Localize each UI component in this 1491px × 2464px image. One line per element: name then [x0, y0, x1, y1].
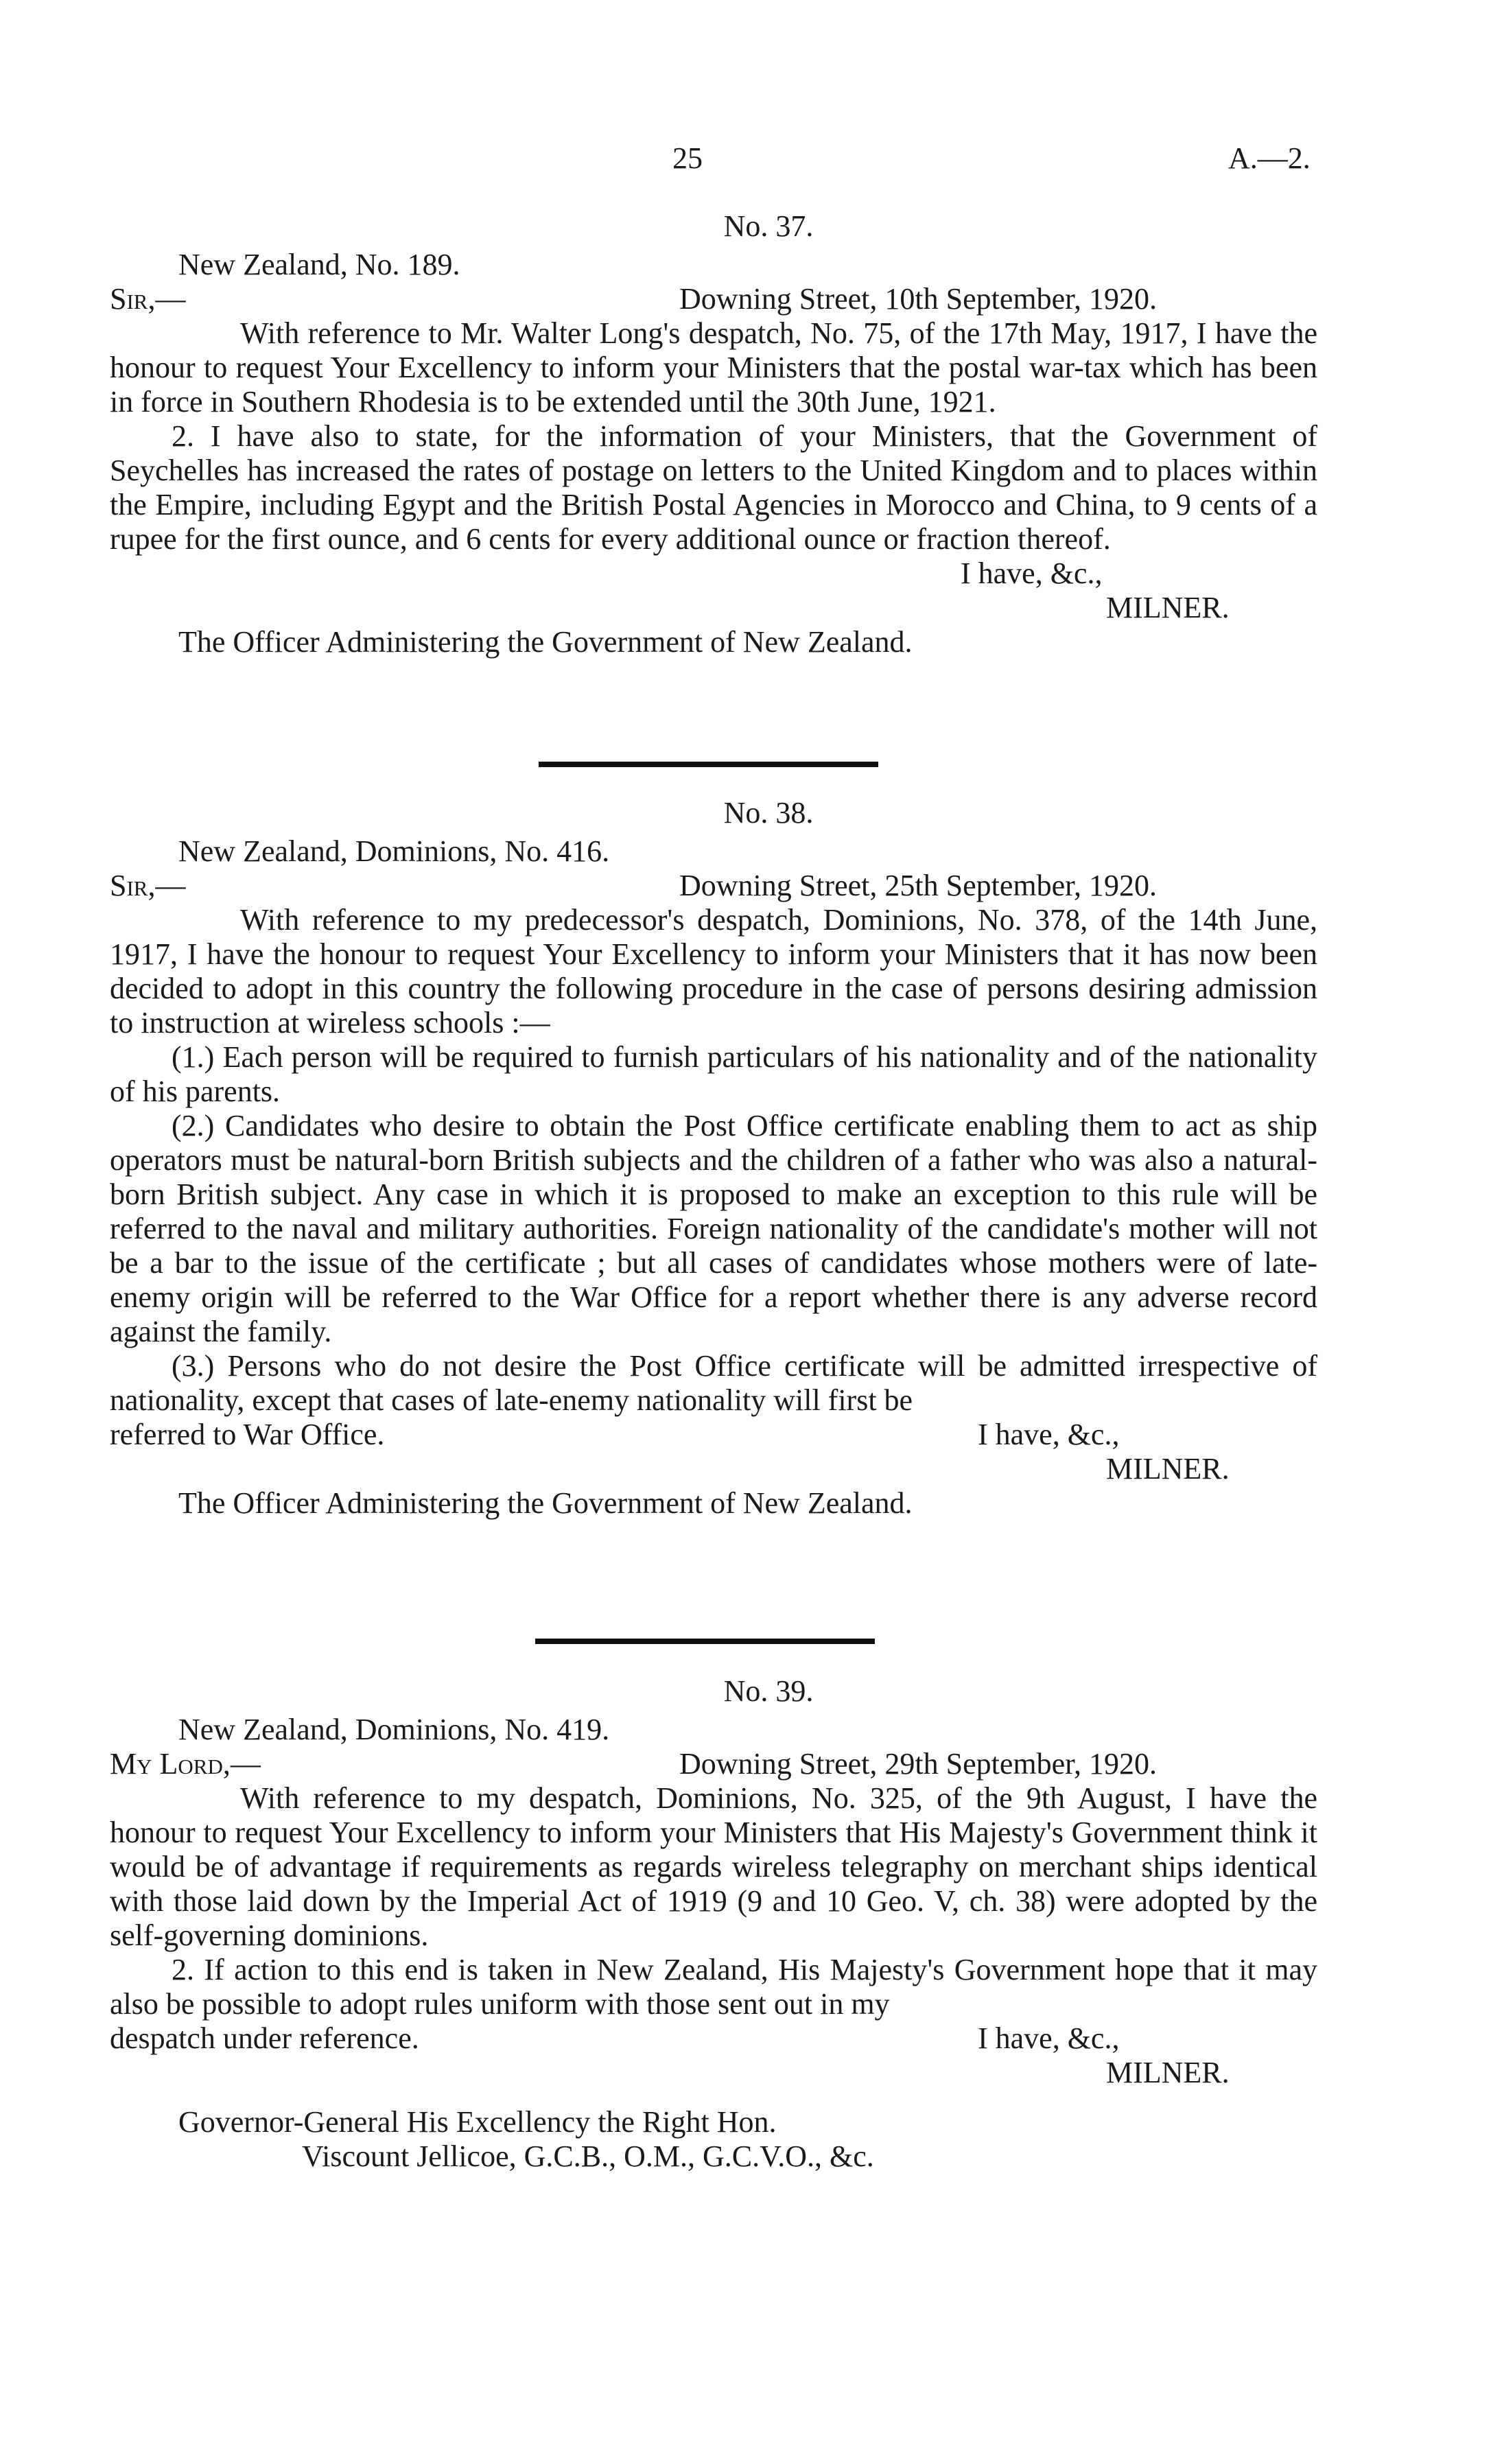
last-line: referred to War Office.: [110, 1418, 385, 1451]
salutation: My Lord,—: [110, 1747, 261, 1781]
despatch-address: New Zealand, No. 189.: [178, 248, 460, 281]
closing-row: [110, 2021, 1317, 2056]
addressee: The Officer Administering the Government of New Zealand.: [178, 1486, 913, 1520]
salutation-row: [110, 282, 1317, 316]
paragraph: With reference to my despatch, Dominions, No. 325, of the 9th August, I have the honour to request Your Excellency to inform your Ministers that His Majesty's Government think it would be of advantage if requirements as regards wireless telegraphy on merchant ships identical with those laid down by the Imperial Act of 1919 (9 and 10 Geo. V, ch. 38) were adopted by the self-governing dominions.: [110, 1781, 1317, 1952]
despatch-number: No. 38.: [723, 796, 814, 830]
section-divider: [535, 1639, 875, 1644]
closing: I have, &c.,: [978, 1418, 1120, 1451]
signer: MILNER.: [1106, 2056, 1230, 2089]
despatch-address: New Zealand, Dominions, No. 419.: [178, 1713, 610, 1746]
signer: MILNER.: [1106, 1452, 1230, 1486]
salutation-row: [110, 1747, 1317, 1781]
paragraph: 2. If action to this end is taken in New Zealand, His Majesty's Government hope that it may also be possible to adopt rules uniform with those sent out in my: [110, 1953, 1317, 2021]
closing: I have, &c.,: [978, 2021, 1120, 2055]
last-line: despatch under reference.: [110, 2021, 419, 2055]
document-reference: A.—2.: [1228, 141, 1311, 175]
despatch-39: [110, 1674, 1317, 2174]
despatch-date: Downing Street, 29th September, 1920.: [679, 1747, 1158, 1781]
addressee-line-2: Viscount Jellicoe, G.C.B., O.M., G.C.V.O., &c.: [302, 2139, 874, 2173]
salutation: Sir,—: [110, 282, 186, 316]
paragraph: (2.) Candidates who desire to obtain the Post Office certificate enabling them to act as ship operators must be natural-born British subjects and the children of a father who was also a natural-born British subject. Any case in which it is proposed to make an exception to this rule will be referred to the naval and military authorities. Foreign nationality of the candidate's mother will not be a bar to the issue of the certificate ; but all cases of candidates whose mothers were of late-enemy origin will be referred to the War Office for a report whether there is any adverse record against the family.: [110, 1109, 1317, 1348]
signer: MILNER.: [1106, 591, 1230, 624]
despatch-date: Downing Street, 10th September, 1920.: [679, 282, 1158, 316]
despatch-date: Downing Street, 25th September, 1920.: [679, 869, 1158, 902]
despatch-number: No. 39.: [723, 1674, 814, 1708]
paragraph: With reference to Mr. Walter Long's despatch, No. 75, of the 17th May, 1917, I have the honour to request Your Excellency to inform your Ministers that the postal war-tax which has been in force in Southern Rhodesia is to be extended until the 30th June, 1921.: [110, 316, 1317, 419]
closing: I have, &c.,: [961, 556, 1103, 590]
despatch-37: [110, 209, 1317, 659]
paragraph: (1.) Each person will be required to furnish particulars of his nationality and of the nationality of his parents.: [110, 1040, 1317, 1108]
page-number: 25: [672, 141, 703, 175]
paragraph: 2. I have also to state, for the information of your Ministers, that the Government of Seychelles has increased the rates of postage on letters to the United Kingdom and to places within the Empire, including Egypt and the British Postal Agencies in Morocco and China, to 9 cents of a rupee for the first ounce, and 6 cents for every additional ounce or fraction thereof.: [110, 419, 1317, 556]
paragraph: (3.) Persons who do not desire the Post Office certificate will be admitted irrespective of nationality, except that cases of late-enemy nationality will first be: [110, 1349, 1317, 1417]
salutation: Sir,—: [110, 869, 186, 902]
salutation-row: [110, 869, 1317, 903]
despatch-number: No. 37.: [723, 209, 814, 243]
despatch-address: New Zealand, Dominions, No. 416.: [178, 834, 610, 868]
despatch-38: [110, 796, 1317, 1521]
section-divider: [539, 762, 878, 767]
closing-row: [110, 1418, 1317, 1452]
paragraph: With reference to my predecessor's despatch, Dominions, No. 378, of the 14th June, 1917, I have the honour to request Your Excellency to inform your Ministers that it has now been decided to adopt in this country the following procedure in the case of persons desiring admission to instruction at wireless schools :—: [110, 903, 1317, 1040]
addressee: Governor-General His Excellency the Right Hon.: [178, 2105, 777, 2139]
addressee: The Officer Administering the Government of New Zealand.: [178, 625, 913, 659]
